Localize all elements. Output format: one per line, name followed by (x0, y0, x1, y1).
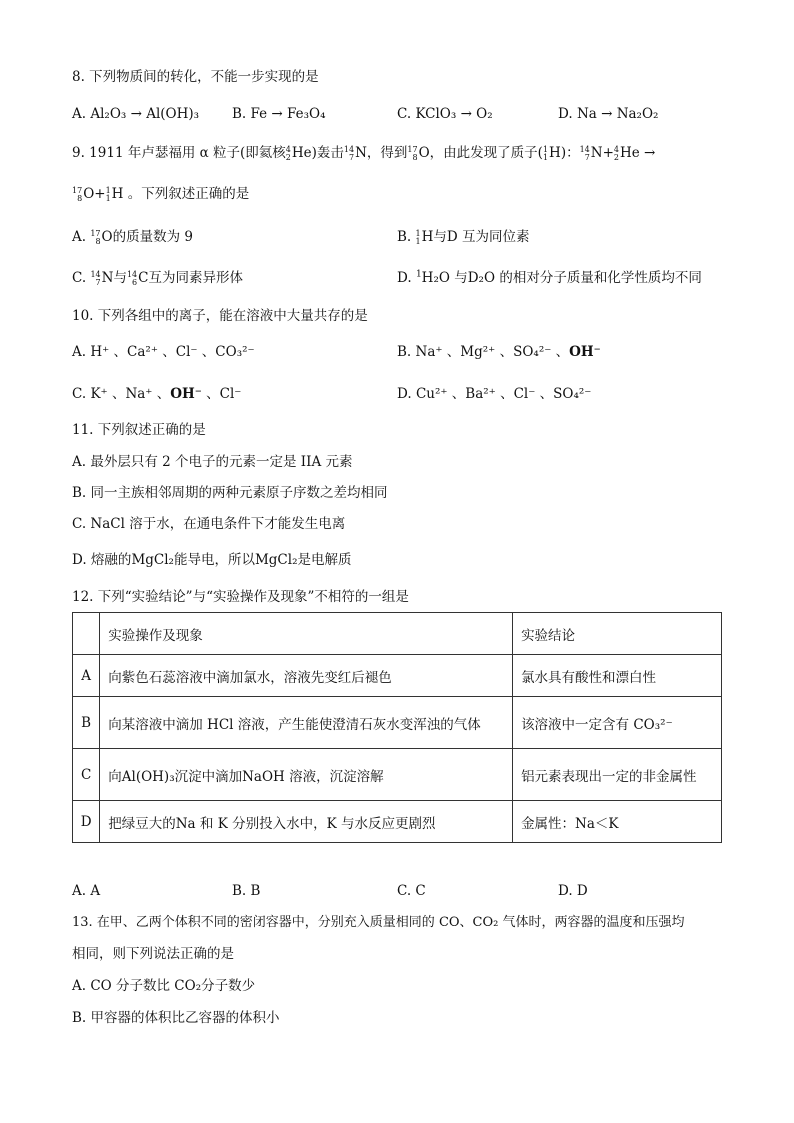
q9-stem: 9. 1911 年卢瑟福用 α 粒子(即氦核 4 2 He)轰击 14 7 N，得到 17 8 O，由此发现了质子( 1 1 H)： 14 7 N+ 4 2 He → (72, 144, 656, 162)
q10-option-c: C. K⁺ 、Na⁺ 、OH⁻ 、Cl⁻ (72, 386, 242, 402)
q13-stem-line2: 相同，则下列说法正确的是 (72, 946, 234, 962)
q13-option-a: A. CO 分子数比 CO₂分子数少 (72, 978, 256, 994)
nuclide-he: 4 2 (613, 144, 619, 162)
q8-stem: 8. 下列物质间的转化，不能一步实现的是 (72, 69, 319, 85)
q11-option-a: A. 最外层只有 2 个电子的元素一定是 IIA 元素 (72, 454, 353, 470)
table-row: C 向Al(OH)₃沉淀中滴加NaOH 溶液，沉淀溶解 铝元素表现出一定的非金属性 (73, 749, 722, 801)
q10-option-b: B. Na⁺ 、Mg²⁺ 、SO₄²⁻ 、OH⁻ (397, 344, 601, 360)
q11-stem: 11. 下列叙述正确的是 (72, 422, 206, 438)
q8-option-d: D. Na → Na₂O₂ (558, 106, 659, 122)
q8-option-c: C. KClO₃ → O₂ (397, 106, 493, 122)
table-row: A 向紫色石蕊溶液中滴加氯水，溶液先变红后褪色 氯水具有酸性和漂白性 (73, 655, 722, 697)
q9-option-c: C. 14 7 N与 14 6 C互为同素异形体 (72, 269, 243, 287)
q9-stem-line2: 17 8 O+ 1 1 H 。下列叙述正确的是 (72, 185, 250, 203)
nuclide-o: 17 8 (407, 144, 418, 162)
q10-stem: 10. 下列各组中的离子，能在溶液中大量共存的是 (72, 308, 368, 324)
nuclide-n: 14 7 (343, 144, 355, 162)
nuclide-he: 4 2 (285, 144, 291, 162)
q11-option-d: D. 熔融的MgCl₂能导电，所以MgCl₂是电解质 (72, 552, 352, 568)
q12-answer-d: D. D (558, 883, 588, 899)
q12-answer-a: A. A (72, 883, 101, 899)
q12-stem: 12. 下列“实验结论”与“实验操作及现象”不相符的一组是 (72, 589, 409, 605)
q8-option-a: A. Al₂O₃ → Al(OH)₃ (72, 106, 200, 122)
table-header-op: 实验操作及现象 (100, 613, 513, 655)
q12-answer-c: C. C (397, 883, 426, 899)
table-header-res: 实验结论 (513, 613, 722, 655)
table-header-row (73, 613, 722, 655)
q9-option-b: B. 1 1 H与D 互为同位素 (397, 228, 530, 246)
experiment-table (72, 612, 722, 843)
nuclide-h: 1 1 (105, 185, 111, 203)
nuclide-o: 17 8 (90, 228, 101, 246)
q10-option-a: A. H⁺ 、Ca²⁺ 、Cl⁻ 、CO₃²⁻ (72, 344, 255, 360)
nuclide-n: 14 7 (90, 269, 101, 287)
nuclide-h: 1 1 (415, 228, 421, 246)
nuclide-h: 1 1 (542, 144, 549, 162)
q13-option-b: B. 甲容器的体积比乙容器的体积小 (72, 1010, 280, 1026)
q11-option-b: B. 同一主族相邻周期的两种元素原子序数之差均相同 (72, 485, 388, 501)
nuclide-o: 17 8 (72, 185, 83, 203)
q10-option-d: D. Cu²⁺ 、Ba²⁺ 、Cl⁻ 、SO₄²⁻ (397, 386, 592, 402)
table-row: D 把绿豆大的Na 和 K 分别投入水中，K 与水反应更剧烈 金属性：Na＜K (73, 801, 722, 843)
nuclide-n: 14 7 (579, 144, 590, 162)
q9-option-d: D. $^1$H₂O 与D₂O 的相对分子质量和化学性质均不同 (397, 269, 702, 286)
table-row: B 向某溶液中滴加 HCl 溶液，产生能使澄清石灰水变浑浊的气体 该溶液中一定含有 CO₃²⁻ (73, 697, 722, 749)
q12-answer-b: B. B (232, 883, 261, 899)
q13-stem-line1: 13. 在甲、乙两个体积不同的密闭容器中，分别充入质量相同的 CO、CO₂ 气体时，两容器的温度和压强均 (72, 915, 685, 930)
q9-option-a: A. 17 8 O的质量数为 9 (72, 228, 193, 246)
q11-option-c: C. NaCl 溶于水，在通电条件下才能发生电离 (72, 516, 346, 532)
nuclide-c: 14 6 (126, 269, 138, 287)
q8-option-b: B. Fe → Fe₃O₄ (232, 106, 326, 122)
